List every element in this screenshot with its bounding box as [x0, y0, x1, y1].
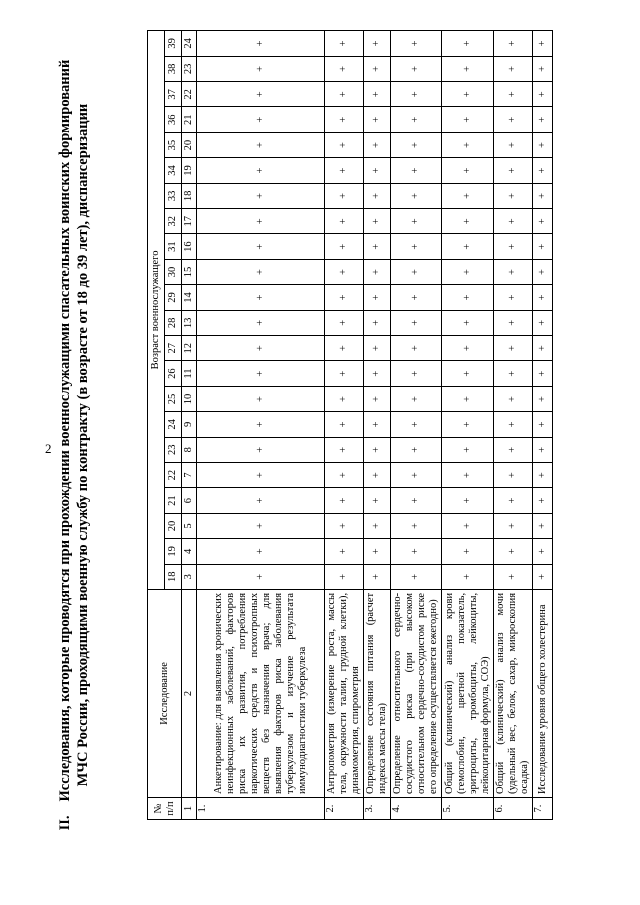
age-mark-cell: + — [391, 361, 442, 386]
age-header-cell: 22 — [165, 462, 182, 487]
age-mark-cell: + — [533, 107, 553, 132]
age-mark-cell: + — [442, 285, 494, 310]
age-mark-cell: + — [197, 31, 325, 57]
age-mark-cell: + — [364, 56, 391, 81]
age-mark-cell: + — [533, 285, 553, 310]
age-mark-cell: + — [325, 386, 364, 411]
age-mark-cell: + — [325, 310, 364, 335]
age-mark-cell: + — [442, 259, 494, 284]
age-mark-cell: + — [442, 361, 494, 386]
age-mark-cell: + — [364, 488, 391, 513]
age-mark-cell: + — [533, 310, 553, 335]
column-number-cell: 1 — [182, 798, 197, 820]
age-mark-cell: + — [442, 234, 494, 259]
column-number-cell: 5 — [182, 513, 197, 538]
age-mark-cell: + — [197, 564, 325, 589]
age-mark-cell: + — [533, 361, 553, 386]
age-mark-cell: + — [391, 488, 442, 513]
column-number-cell: 22 — [182, 82, 197, 107]
age-mark-cell: + — [494, 132, 533, 157]
column-number-cell: 15 — [182, 259, 197, 284]
table-row — [533, 31, 553, 820]
age-header-cell: 26 — [165, 361, 182, 386]
age-mark-cell: + — [533, 488, 553, 513]
age-mark-cell: + — [325, 437, 364, 462]
column-number-cell: 4 — [182, 539, 197, 564]
age-mark-cell: + — [442, 513, 494, 538]
age-header-cell: 34 — [165, 158, 182, 183]
age-mark-cell: + — [325, 31, 364, 57]
age-mark-cell: + — [364, 107, 391, 132]
age-mark-cell: + — [197, 234, 325, 259]
age-mark-cell: + — [442, 183, 494, 208]
age-mark-cell: + — [533, 259, 553, 284]
header-row-1 — [148, 31, 165, 820]
age-mark-cell: + — [494, 209, 533, 234]
column-number-cell: 18 — [182, 183, 197, 208]
age-mark-cell: + — [364, 539, 391, 564]
age-header-cell: 33 — [165, 183, 182, 208]
age-header-cell: 37 — [165, 82, 182, 107]
age-mark-cell: + — [442, 539, 494, 564]
age-mark-cell: + — [494, 412, 533, 437]
age-mark-cell: + — [197, 462, 325, 487]
age-mark-cell: + — [197, 285, 325, 310]
column-number-cell: 10 — [182, 386, 197, 411]
age-header-cell: 38 — [165, 56, 182, 81]
table-row — [442, 31, 494, 820]
age-mark-cell: + — [442, 31, 494, 57]
column-number-cell: 11 — [182, 361, 197, 386]
examinations-table — [147, 30, 553, 820]
age-header-cell: 35 — [165, 132, 182, 157]
section-title: Исследования, которые проводятся при прохождении военнослужащими спасательных воинских формирований МЧС России, проходящими военную службу по контракту (в возрасте от 18 до 39 лет), диспансеризации — [57, 59, 91, 802]
age-header-cell: 30 — [165, 259, 182, 284]
age-mark-cell: + — [391, 386, 442, 411]
age-mark-cell: + — [391, 310, 442, 335]
row-number: 6. — [494, 798, 533, 820]
study-name: Определение состояния питания (расчет индекса массы тела) — [364, 589, 391, 797]
age-mark-cell: + — [197, 310, 325, 335]
age-mark-cell: + — [197, 158, 325, 183]
age-mark-cell: + — [442, 336, 494, 361]
age-mark-cell: + — [325, 564, 364, 589]
page-number: 2 — [45, 441, 52, 456]
age-mark-cell: + — [197, 488, 325, 513]
age-mark-cell: + — [364, 513, 391, 538]
age-mark-cell: + — [325, 82, 364, 107]
age-mark-cell: + — [325, 462, 364, 487]
age-mark-cell: + — [494, 285, 533, 310]
column-number-cell: 19 — [182, 158, 197, 183]
age-mark-cell: + — [533, 31, 553, 57]
study-name: Определение относительного сердечно-сосудистого риска (при высоком относительном сердечно-сосудистом риске его определение осуществляется ежегодно) — [391, 589, 442, 797]
age-mark-cell: + — [442, 107, 494, 132]
age-mark-cell: + — [364, 310, 391, 335]
age-mark-cell: + — [391, 158, 442, 183]
age-mark-cell: + — [442, 437, 494, 462]
age-mark-cell: + — [494, 259, 533, 284]
age-mark-cell: + — [533, 462, 553, 487]
age-mark-cell: + — [391, 234, 442, 259]
age-mark-cell: + — [325, 412, 364, 437]
age-mark-cell: + — [533, 132, 553, 157]
row-number: 3. — [364, 798, 391, 820]
age-mark-cell: + — [533, 158, 553, 183]
age-mark-cell: + — [364, 386, 391, 411]
column-number-cell: 3 — [182, 564, 197, 589]
age-mark-cell: + — [364, 132, 391, 157]
column-number-cell: 16 — [182, 234, 197, 259]
age-mark-cell: + — [533, 82, 553, 107]
age-header-cell: 18 — [165, 564, 182, 589]
age-mark-cell: + — [325, 539, 364, 564]
age-mark-cell: + — [442, 564, 494, 589]
age-mark-cell: + — [325, 336, 364, 361]
age-mark-cell: + — [494, 234, 533, 259]
study-name: Анкетирование: для выявления хронических неинфекционных заболеваний, факторов риска их развития, потребления наркотических средств и психотропных веществ без назначения врача; для выявления факторов риска заболевания туберкулезом и изучение результата иммунодиагностики туберкулеза — [197, 589, 325, 797]
age-header-cell: 19 — [165, 539, 182, 564]
row-number: 4. — [391, 798, 442, 820]
column-number-cell: 17 — [182, 209, 197, 234]
age-mark-cell: + — [391, 462, 442, 487]
age-mark-cell: + — [533, 336, 553, 361]
age-mark-cell: + — [325, 183, 364, 208]
age-mark-cell: + — [325, 488, 364, 513]
age-header-cell: 23 — [165, 437, 182, 462]
column-number-cell: 20 — [182, 132, 197, 157]
study-name: Общий (клинический) анализ мочи (удельный вес, белок, сахар, микроскопия осадка) — [494, 589, 533, 797]
age-mark-cell: + — [391, 31, 442, 57]
header-study: Исследование — [148, 589, 182, 797]
age-mark-cell: + — [391, 259, 442, 284]
age-mark-cell: + — [494, 539, 533, 564]
age-mark-cell: + — [364, 361, 391, 386]
age-header-cell: 39 — [165, 31, 182, 57]
age-mark-cell: + — [325, 107, 364, 132]
row-number: 1. — [197, 798, 325, 820]
age-mark-cell: + — [391, 82, 442, 107]
age-mark-cell: + — [494, 386, 533, 411]
age-mark-cell: + — [533, 386, 553, 411]
age-header-cell: 24 — [165, 412, 182, 437]
age-header-cell: 29 — [165, 285, 182, 310]
age-mark-cell: + — [364, 437, 391, 462]
age-mark-cell: + — [391, 539, 442, 564]
age-mark-cell: + — [197, 412, 325, 437]
age-mark-cell: + — [197, 259, 325, 284]
age-mark-cell: + — [494, 336, 533, 361]
age-mark-cell: + — [325, 361, 364, 386]
age-mark-cell: + — [364, 209, 391, 234]
age-mark-cell: + — [197, 437, 325, 462]
age-mark-cell: + — [325, 158, 364, 183]
age-mark-cell: + — [494, 361, 533, 386]
age-mark-cell: + — [533, 539, 553, 564]
age-mark-cell: + — [391, 564, 442, 589]
age-mark-cell: + — [391, 183, 442, 208]
age-mark-cell: + — [494, 437, 533, 462]
age-mark-cell: + — [494, 56, 533, 81]
age-mark-cell: + — [197, 209, 325, 234]
header-num: № п/п — [148, 798, 182, 820]
age-mark-cell: + — [442, 386, 494, 411]
age-mark-cell: + — [391, 56, 442, 81]
column-number-cell: 13 — [182, 310, 197, 335]
age-mark-cell: + — [364, 285, 391, 310]
age-mark-cell: + — [391, 513, 442, 538]
age-header-cell: 25 — [165, 386, 182, 411]
age-mark-cell: + — [391, 437, 442, 462]
age-mark-cell: + — [391, 412, 442, 437]
age-mark-cell: + — [197, 361, 325, 386]
age-mark-cell: + — [364, 158, 391, 183]
age-mark-cell: + — [325, 259, 364, 284]
age-mark-cell: + — [533, 56, 553, 81]
table-row — [391, 31, 442, 820]
age-mark-cell: + — [533, 412, 553, 437]
age-mark-cell: + — [442, 209, 494, 234]
age-mark-cell: + — [494, 31, 533, 57]
age-header-cell: 28 — [165, 310, 182, 335]
age-mark-cell: + — [364, 259, 391, 284]
age-mark-cell: + — [325, 56, 364, 81]
age-mark-cell: + — [364, 462, 391, 487]
age-mark-cell: + — [533, 513, 553, 538]
age-mark-cell: + — [442, 310, 494, 335]
age-mark-cell: + — [494, 513, 533, 538]
study-name: Исследование уровня общего холестерина — [533, 589, 553, 797]
age-mark-cell: + — [197, 183, 325, 208]
column-numbers-row — [182, 31, 197, 820]
age-mark-cell: + — [391, 132, 442, 157]
age-mark-cell: + — [325, 513, 364, 538]
age-mark-cell: + — [533, 209, 553, 234]
row-number: 2. — [325, 798, 364, 820]
column-number-cell: 6 — [182, 488, 197, 513]
column-number-cell: 9 — [182, 412, 197, 437]
age-mark-cell: + — [442, 132, 494, 157]
age-mark-cell: + — [494, 82, 533, 107]
age-mark-cell: + — [494, 564, 533, 589]
age-mark-cell: + — [364, 183, 391, 208]
age-mark-cell: + — [442, 412, 494, 437]
table-row — [325, 31, 364, 820]
age-mark-cell: + — [494, 158, 533, 183]
age-mark-cell: + — [442, 56, 494, 81]
age-mark-cell: + — [533, 437, 553, 462]
age-header-cell: 32 — [165, 209, 182, 234]
age-header-cell: 31 — [165, 234, 182, 259]
age-mark-cell: + — [325, 209, 364, 234]
age-mark-cell: + — [391, 336, 442, 361]
age-mark-cell: + — [391, 285, 442, 310]
age-mark-cell: + — [197, 539, 325, 564]
age-header-cell: 20 — [165, 513, 182, 538]
age-mark-cell: + — [364, 564, 391, 589]
age-mark-cell: + — [197, 82, 325, 107]
section-heading — [56, 45, 92, 845]
column-number-cell: 21 — [182, 107, 197, 132]
age-mark-cell: + — [533, 564, 553, 589]
study-name: Антропометрия (измерение роста, массы тела, окружности талии, грудной клетки), динамометрия, спирометрия — [325, 589, 364, 797]
age-mark-cell: + — [442, 158, 494, 183]
age-mark-cell: + — [442, 82, 494, 107]
age-mark-cell: + — [197, 513, 325, 538]
age-mark-cell: + — [494, 310, 533, 335]
age-mark-cell: + — [197, 386, 325, 411]
age-mark-cell: + — [197, 132, 325, 157]
age-mark-cell: + — [325, 132, 364, 157]
age-mark-cell: + — [197, 336, 325, 361]
header-age-group: Возраст военнослужащего — [148, 31, 165, 590]
table-row — [197, 31, 325, 820]
column-number-cell: 12 — [182, 336, 197, 361]
column-number-cell: 23 — [182, 56, 197, 81]
age-header-cell: 36 — [165, 107, 182, 132]
age-mark-cell: + — [391, 107, 442, 132]
table-row — [494, 31, 533, 820]
row-number: 7. — [533, 798, 553, 820]
age-mark-cell: + — [442, 462, 494, 487]
age-mark-cell: + — [364, 412, 391, 437]
age-mark-cell: + — [391, 209, 442, 234]
age-mark-cell: + — [364, 82, 391, 107]
age-mark-cell: + — [364, 234, 391, 259]
column-number-cell: 7 — [182, 462, 197, 487]
column-number-cell: 2 — [182, 589, 197, 797]
age-mark-cell: + — [494, 183, 533, 208]
age-header-cell: 21 — [165, 488, 182, 513]
age-mark-cell: + — [494, 462, 533, 487]
age-mark-cell: + — [364, 336, 391, 361]
age-mark-cell: + — [197, 107, 325, 132]
age-mark-cell: + — [364, 31, 391, 57]
age-mark-cell: + — [197, 56, 325, 81]
age-header-cell: 27 — [165, 336, 182, 361]
age-mark-cell: + — [494, 107, 533, 132]
age-mark-cell: + — [325, 234, 364, 259]
age-mark-cell: + — [533, 183, 553, 208]
age-mark-cell: + — [494, 488, 533, 513]
section-number: II. — [57, 815, 73, 831]
age-mark-cell: + — [325, 285, 364, 310]
column-number-cell: 8 — [182, 437, 197, 462]
study-name: Общий (клинический) анализ крови (гемоглобин, цветной показатель, эритроциты, тромбоциты, лейкоциты, лейкоцитарная формула, СОЭ) — [442, 589, 494, 797]
age-mark-cell: + — [442, 488, 494, 513]
column-number-cell: 14 — [182, 285, 197, 310]
column-number-cell: 24 — [182, 31, 197, 57]
table-row — [364, 31, 391, 820]
age-mark-cell: + — [533, 234, 553, 259]
row-number: 5. — [442, 798, 494, 820]
